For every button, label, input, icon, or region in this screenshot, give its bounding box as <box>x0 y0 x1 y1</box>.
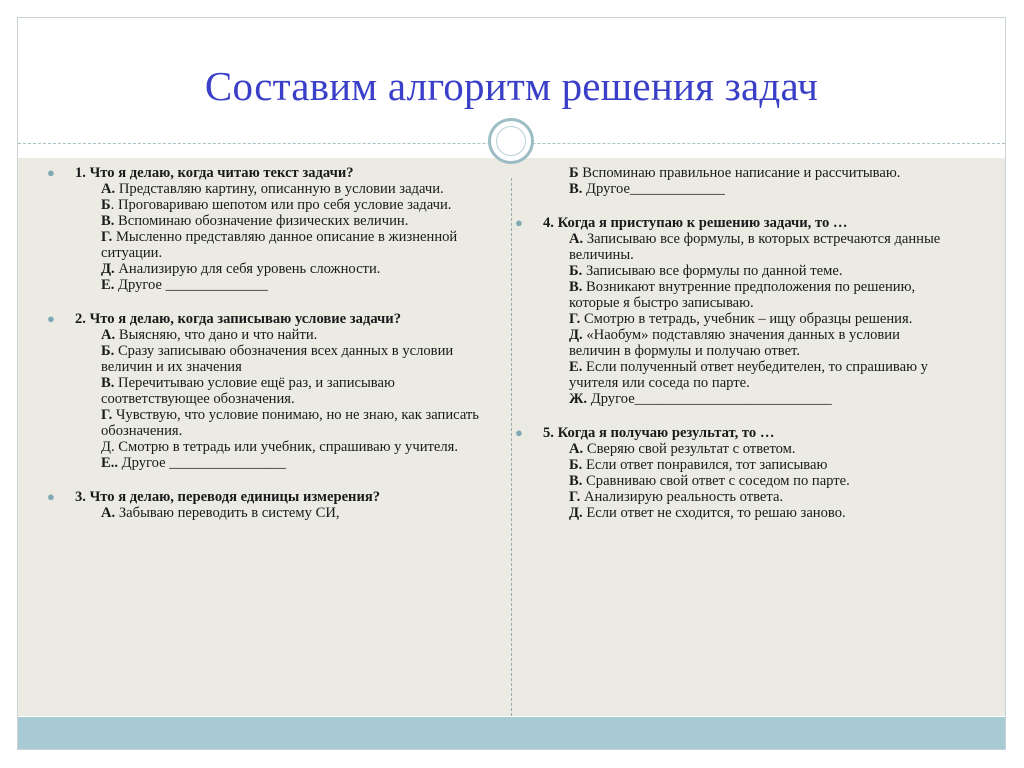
question-5: ● 5. Когда я получаю результат, то … <box>515 425 775 441</box>
question-2: ● 2. Что я делаю, когда записываю условие задачи? <box>47 311 401 327</box>
bullet-icon: ● <box>515 215 523 230</box>
option-1c: В. Вспоминаю обозначение физических величин. <box>101 213 409 229</box>
option-4e: Д. «Наобум» подставляю значения данных в условии величин в формулы и получаю ответ. <box>569 327 900 359</box>
bullet-icon: ● <box>47 311 55 326</box>
option-4f: Е. Если полученный ответ неубедителен, то спрашиваю у учителя или соседа по парте. <box>569 359 928 391</box>
bullet-icon: ● <box>47 489 55 504</box>
option-2d: Г. Чувствую, что условие понимаю, но не знаю, как записать обозначения. <box>101 407 479 439</box>
option-2a: А. Выясняю, что дано и что найти. <box>101 327 318 343</box>
bullet-icon: ● <box>47 165 55 180</box>
option-3c: В. Другое_____________ <box>569 181 725 197</box>
question-3: ● 3. Что я делаю, переводя единицы измерения? <box>47 489 381 505</box>
question-4: ● 4. Когда я приступаю к решению задачи, то … <box>515 215 848 231</box>
column-divider <box>511 178 512 716</box>
left-column <box>47 165 485 521</box>
option-1a: А. Представляю картину, описанную в условии задачи. <box>101 181 444 197</box>
question-1: ● 1. Что я делаю, когда читаю текст задачи? <box>47 165 354 181</box>
option-4d: Г. Смотрю в тетрадь, учебник – ищу образцы решения. <box>569 311 913 327</box>
option-1d: Г. Мысленно представляю данное описание в жизненной ситуации. <box>101 229 458 261</box>
ring-ornament <box>488 118 534 164</box>
option-4a: А. Записываю все формулы, в которых встречаются данные величины. <box>569 231 941 263</box>
option-3b: Б Вспоминаю правильное написание и рассчитываю. <box>569 165 901 181</box>
option-4c: В. Возникают внутренние предположения по решению, которые я быстро записываю. <box>569 279 916 311</box>
option-5b: Б. Если ответ понравился, тот записываю <box>569 457 828 473</box>
option-3a: А. Забываю переводить в систему СИ, <box>101 505 340 521</box>
option-5c: В. Сравниваю свой ответ с соседом по парте. <box>569 473 850 489</box>
option-2c: В. Перечитываю условие ещё раз, и записываю соответствующее обозначения. <box>101 375 395 407</box>
option-1e: Д. Анализирую для себя уровень сложности. <box>101 261 381 277</box>
option-4b: Б. Записываю все формулы по данной теме. <box>569 263 843 279</box>
slide-title: Составим алгоритм решения задач <box>204 63 819 109</box>
option-5a: А. Сверяю свой результат с ответом. <box>569 441 796 457</box>
option-1f: Е. Другое ______________ <box>101 277 268 293</box>
option-5e: Д. Если ответ не сходится, то решаю заново. <box>569 505 846 521</box>
option-2f: Е.. Другое ________________ <box>101 455 287 471</box>
option-2e: Д. Смотрю в тетрадь или учебник, спрашиваю у учителя. <box>101 439 459 455</box>
bottom-bar <box>18 717 1005 749</box>
option-1b: Б. Проговариваю шепотом или про себя условие задачи. <box>101 197 452 213</box>
bullet-icon: ● <box>515 425 523 440</box>
right-column <box>515 165 943 521</box>
option-4g: Ж. Другое___________________________ <box>569 391 832 407</box>
option-2b: Б. Сразу записываю обозначения всех данных в условии величин и их значения <box>101 343 454 375</box>
option-5d: Г. Анализирую реальность ответа. <box>569 489 784 505</box>
